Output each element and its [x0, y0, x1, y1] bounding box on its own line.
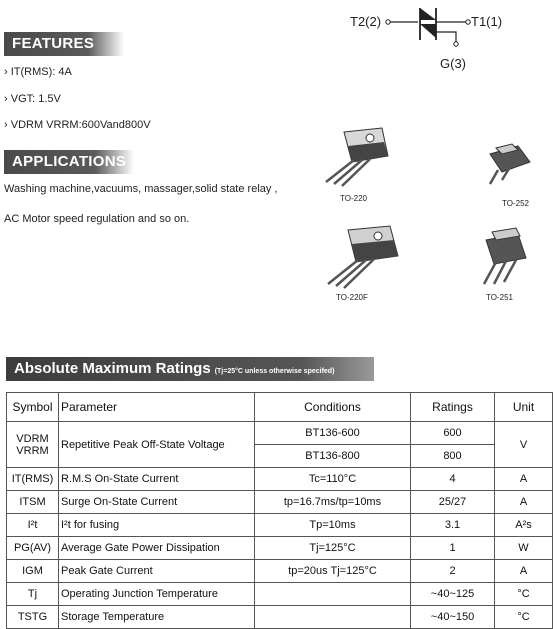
rating-cell: ~40~125 — [411, 583, 495, 606]
col-header-symbol: Symbol — [7, 393, 59, 422]
col-header-conditions: Conditions — [255, 393, 411, 422]
unit-cell: W — [495, 537, 553, 560]
ratings-title: Absolute Maximum Ratings — [14, 360, 211, 377]
table-row — [7, 422, 553, 445]
unit-cell: A — [495, 491, 553, 514]
conditions-cell — [255, 583, 411, 606]
parameter-cell: Peak Gate Current — [59, 560, 255, 583]
rating-cell: 600 — [411, 422, 495, 445]
to220f-package-image — [318, 222, 408, 292]
rating-cell: 1 — [411, 537, 495, 560]
col-header-parameter: Parameter — [59, 393, 255, 422]
conditions-cell: tp=16.7ms/tp=10ms — [255, 491, 411, 514]
features-header: FEATURES — [4, 32, 124, 56]
conditions-cell: tp=20us Tj=125°C — [255, 560, 411, 583]
rating-cell: 800 — [411, 445, 495, 468]
symbol-cell: TSTG — [7, 606, 59, 629]
rating-cell: 2 — [411, 560, 495, 583]
triac-symbol — [340, 0, 558, 90]
rating-cell: ~40~150 — [411, 606, 495, 629]
unit-cell: A — [495, 560, 553, 583]
symbol-cell: PG(AV) — [7, 537, 59, 560]
conditions-cell: BT136-800 — [255, 445, 411, 468]
symbol-vrrm: VRRM — [16, 444, 49, 457]
feature-item: › VGT: 1.5V — [4, 93, 61, 105]
table-row — [7, 560, 553, 583]
conditions-cell: Tj=125°C — [255, 537, 411, 560]
symbol-cell: IGM — [7, 560, 59, 583]
unit-cell: A²s — [495, 514, 553, 537]
application-line: AC Motor speed regulation and so on. — [4, 213, 190, 225]
unit-cell: A — [495, 468, 553, 491]
ratings-header — [6, 357, 374, 381]
package-label: TO-220F — [336, 293, 368, 302]
ratings-note: (Tj=25°C unless otherwise specifed) — [214, 368, 335, 375]
unit-cell: °C — [495, 583, 553, 606]
rating-cell: 3.1 — [411, 514, 495, 537]
to220-package-image — [318, 124, 398, 188]
symbol-cell: ITSM — [7, 491, 59, 514]
application-line: Washing machine,vacuums, massager,solid state relay , — [4, 183, 278, 195]
unit-cell: °C — [495, 606, 553, 629]
symbol-cell: I²t — [7, 514, 59, 537]
col-header-unit: Unit — [495, 393, 553, 422]
g-label: G(3) — [440, 56, 466, 71]
t2-label: T2(2) — [350, 14, 382, 29]
parameter-cell: Storage Temperature — [59, 606, 255, 629]
table-row — [7, 491, 553, 514]
table-row — [7, 606, 553, 629]
conditions-cell: BT136-600 — [255, 422, 411, 445]
parameter-cell: Operating Junction Temperature — [59, 583, 255, 606]
col-header-ratings: Ratings — [411, 393, 495, 422]
table-header-row — [7, 393, 553, 422]
package-label: TO-252 — [502, 199, 529, 208]
parameter-cell: Repetitive Peak Off-State Voltage — [59, 422, 255, 468]
unit-cell: V — [495, 422, 553, 468]
symbol-cell — [7, 422, 59, 468]
conditions-cell — [255, 606, 411, 629]
table-row — [7, 583, 553, 606]
parameter-cell: Average Gate Power Dissipation — [59, 537, 255, 560]
table-row — [7, 514, 553, 537]
feature-item: › IT(RMS): 4A — [4, 66, 72, 78]
parameter-cell: Surge On-State Current — [59, 491, 255, 514]
rating-cell: 4 — [411, 468, 495, 491]
conditions-cell: Tc=110°C — [255, 468, 411, 491]
rating-cell: 25/27 — [411, 491, 495, 514]
t1-label: T1(1) — [471, 14, 503, 29]
table-row — [7, 468, 553, 491]
applications-header: APPLICATIONS — [4, 150, 134, 174]
package-label: TO-251 — [486, 293, 513, 302]
to252-package-image — [480, 140, 536, 192]
parameter-cell: I²t for fusing — [59, 514, 255, 537]
parameter-cell: R.M.S On-State Current — [59, 468, 255, 491]
feature-item: › VDRM VRRM:600Vand800V — [4, 119, 151, 131]
to251-package-image — [466, 226, 536, 290]
package-label: TO-220 — [340, 194, 367, 203]
symbol-cell: IT(RMS) — [7, 468, 59, 491]
symbol-vdrm: VDRM — [16, 432, 49, 445]
conditions-cell: Tp=10ms — [255, 514, 411, 537]
symbol-cell: Tj — [7, 583, 59, 606]
table-row — [7, 537, 553, 560]
ratings-table — [6, 392, 553, 629]
